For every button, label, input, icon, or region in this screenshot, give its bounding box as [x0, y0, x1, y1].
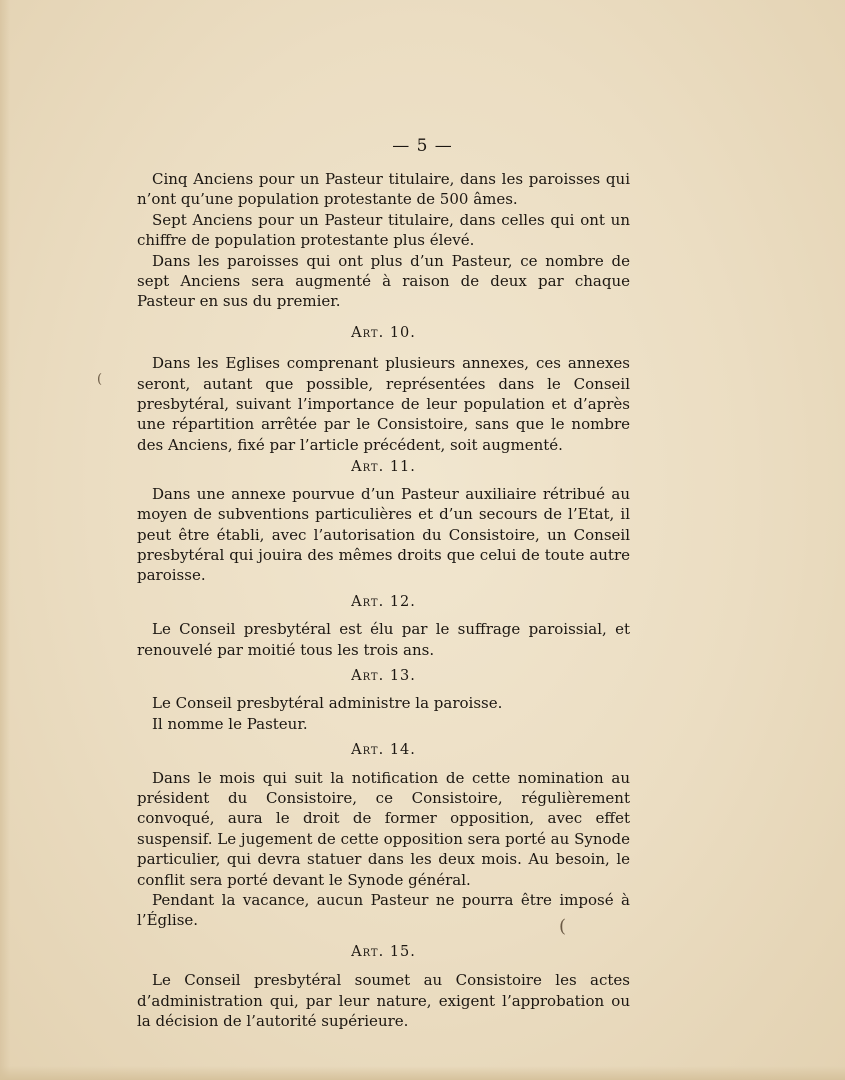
article-14-paragraph-1: Dans le mois qui suit la notification de cette nomination au président du Consistoire, ce Consistoire, régulièrement convoqué, aura le droit de former opposition, avec effet suspensif. Le jugement de cette opposition sera porté au Synode particulier, qui devra statuer dans les deux mois. Au besoin, le conflit sera porté devant le Synode général.	[137, 768, 630, 889]
article-13-paragraph-2: Il nomme le Pasteur.	[152, 714, 308, 733]
article-heading-14: Art. 14.	[351, 742, 416, 759]
article-12-paragraph: Le Conseil presbytéral est élu par le suffrage paroissial, et renouvelé par moitié tous les trois ans.	[137, 620, 630, 659]
article-heading-10: Art. 10.	[351, 324, 416, 341]
page-edge-shadow	[0, 0, 10, 1080]
article-14-paragraph-2: Pendant la vacance, aucun Pasteur ne pourra être imposé à l’Église.	[137, 891, 630, 930]
article-heading-15: Art. 15.	[351, 943, 416, 960]
article-heading-11: Art. 11.	[351, 459, 416, 476]
body-text	[137, 169, 630, 1031]
article-10-paragraph: Dans les Eglises comprenant plusieurs annexes, ces annexes seront, autant que possible, représentées dans le Conseil presbytéral, suivant l’importance de leur population et d’après une répartition arrêtée par le Consistoire, sans que le nombre des Anciens, fixé par l’article précédent, soit augmenté.	[137, 354, 630, 454]
paragraph-intro-2: Sept Anciens pour un Pasteur titulaire, dans celles qui ont un chiffre de population protestante plus élevé.	[137, 210, 630, 250]
page-number: — 5 —	[392, 136, 453, 156]
page-bottom-shadow	[0, 1066, 845, 1080]
article-heading-13: Art. 13.	[351, 667, 416, 684]
paragraph-intro-1: Cinq Anciens pour un Pasteur titulaire, dans les paroisses qui n’ont qu’une population protestante de 500 âmes.	[137, 170, 630, 209]
article-11-paragraph: Dans une annexe pourvue d’un Pasteur auxiliaire rétribué au moyen de subventions particulières et d’un secours de l’Etat, il peut être établi, avec l’autorisation du Consistoire, un Conseil presbytéral qui jouira des mêmes droits que celui de toute autre paroisse.	[137, 484, 630, 585]
margin-mark-lower: (	[559, 916, 567, 937]
article-heading-12: Art. 12.	[351, 593, 416, 610]
article-15-paragraph: Le Conseil presbytéral soumet au Consistoire les actes d’administration qui, par leur nature, exigent l’approbation ou la décision de l’autorité supérieure.	[137, 971, 630, 1031]
paragraph-intro-3: Dans les paroisses qui ont plus d’un Pasteur, ce nombre de sept Anciens sera augmenté à raison de deux par chaque Pasteur en sus du premier.	[137, 251, 630, 311]
margin-mark: (	[97, 372, 103, 387]
article-13-paragraph-1: Le Conseil presbytéral administre la paroisse.	[152, 694, 503, 713]
